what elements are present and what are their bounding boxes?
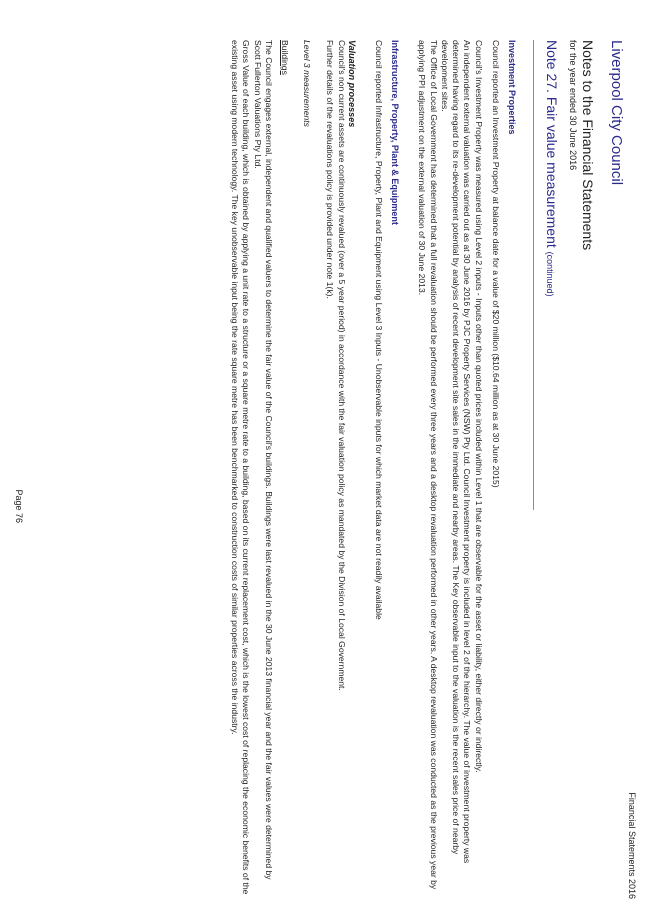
investment-paragraph-2: Council's Investment Property was measured using Level 2 inputs - Inputs other than quoted prices included within Level 1 that are observable for the asset or liability, either directly or indirectly. <box>473 40 484 773</box>
section-heading-infrastructure: Infrastructure, Property, Plant & Equipment <box>389 40 400 225</box>
page-number: Page 76 <box>14 489 24 523</box>
level3-heading: Level 3 measurements <box>302 40 313 127</box>
council-name: Liverpool City Council <box>608 40 625 186</box>
notes-title: Notes to the Financial Statements <box>580 40 596 251</box>
section-heading-investment: Investment Properties <box>507 40 517 135</box>
buildings-paragraph-1: The Council engages external, independent and qualified valuers to determine the fair value of the Council's buildings. Buildings were last revalued in the 30 June 2013 financial year and the fair values were determined by Scott Fullerton Valuations Pty Ltd. <box>252 40 275 880</box>
valuation-paragraph-1: Council's non current assets are continuously revalued (over a 5 year period) in accordance with the fair valuation policy as mandated by the Division of Local Government. <box>336 40 347 691</box>
buildings-paragraph-2: Gross Value of each building, which is obtained by applying a unit rate to a structure or a square metre rate to a building, based on its current replacement cost, which is the lowest cost of replacing the economic benefits of the existing asset using modern technology. The key unobservable input being the rate square metre has been benchmarked to construction costs of similar properties across the industry. <box>230 40 252 895</box>
report-title: Financial Statements 2016 <box>627 792 637 899</box>
buildings-heading: Buildings <box>280 40 291 75</box>
investment-paragraph-3: An independent external valuation was carried out as at 30 June 2016 by PJC Property Services (NSW) Pty Ltd. Council Investment property is included in level 2 of the hierarchy. The value of investment property was determined having regard to its re-development potential by analysis of recent development site sales in the immediate and nearby areas. The Key observable input to the valuation is the recent sales price of nearby development sites. <box>439 40 473 864</box>
period-subtitle: for the year ended 30 June 2016 <box>568 40 578 171</box>
note-heading <box>544 40 560 895</box>
investment-paragraph-4: The Office of Local Government has determined that a full revaluation should be performed every three years and a desktop revaluation performed in other years. A desktop revaluation was conducted as the previous year by applying PPI adjustment on the external valuation of 30 June 2013. <box>417 40 439 890</box>
infrastructure-paragraph-1: Council reported Infrastructure, Property, Plant and Equipment using Level 3 Inputs - Unobservable inputs for which market data are not readily available <box>373 40 384 620</box>
investment-paragraph-1: Council reported an Investment Property at balance date for a value of $20 million ($10.64 million as at 30 June 2015) <box>491 40 501 488</box>
title-divider <box>533 40 534 510</box>
valuation-processes-heading: Valuation processes <box>346 40 357 128</box>
valuation-paragraph-2: Further details of the revaluations policy is provided under note 1(k). <box>325 40 336 299</box>
note-heading-text: Note 27. Fair value measurement <box>544 40 560 248</box>
note-continued: (continued) <box>545 251 555 297</box>
